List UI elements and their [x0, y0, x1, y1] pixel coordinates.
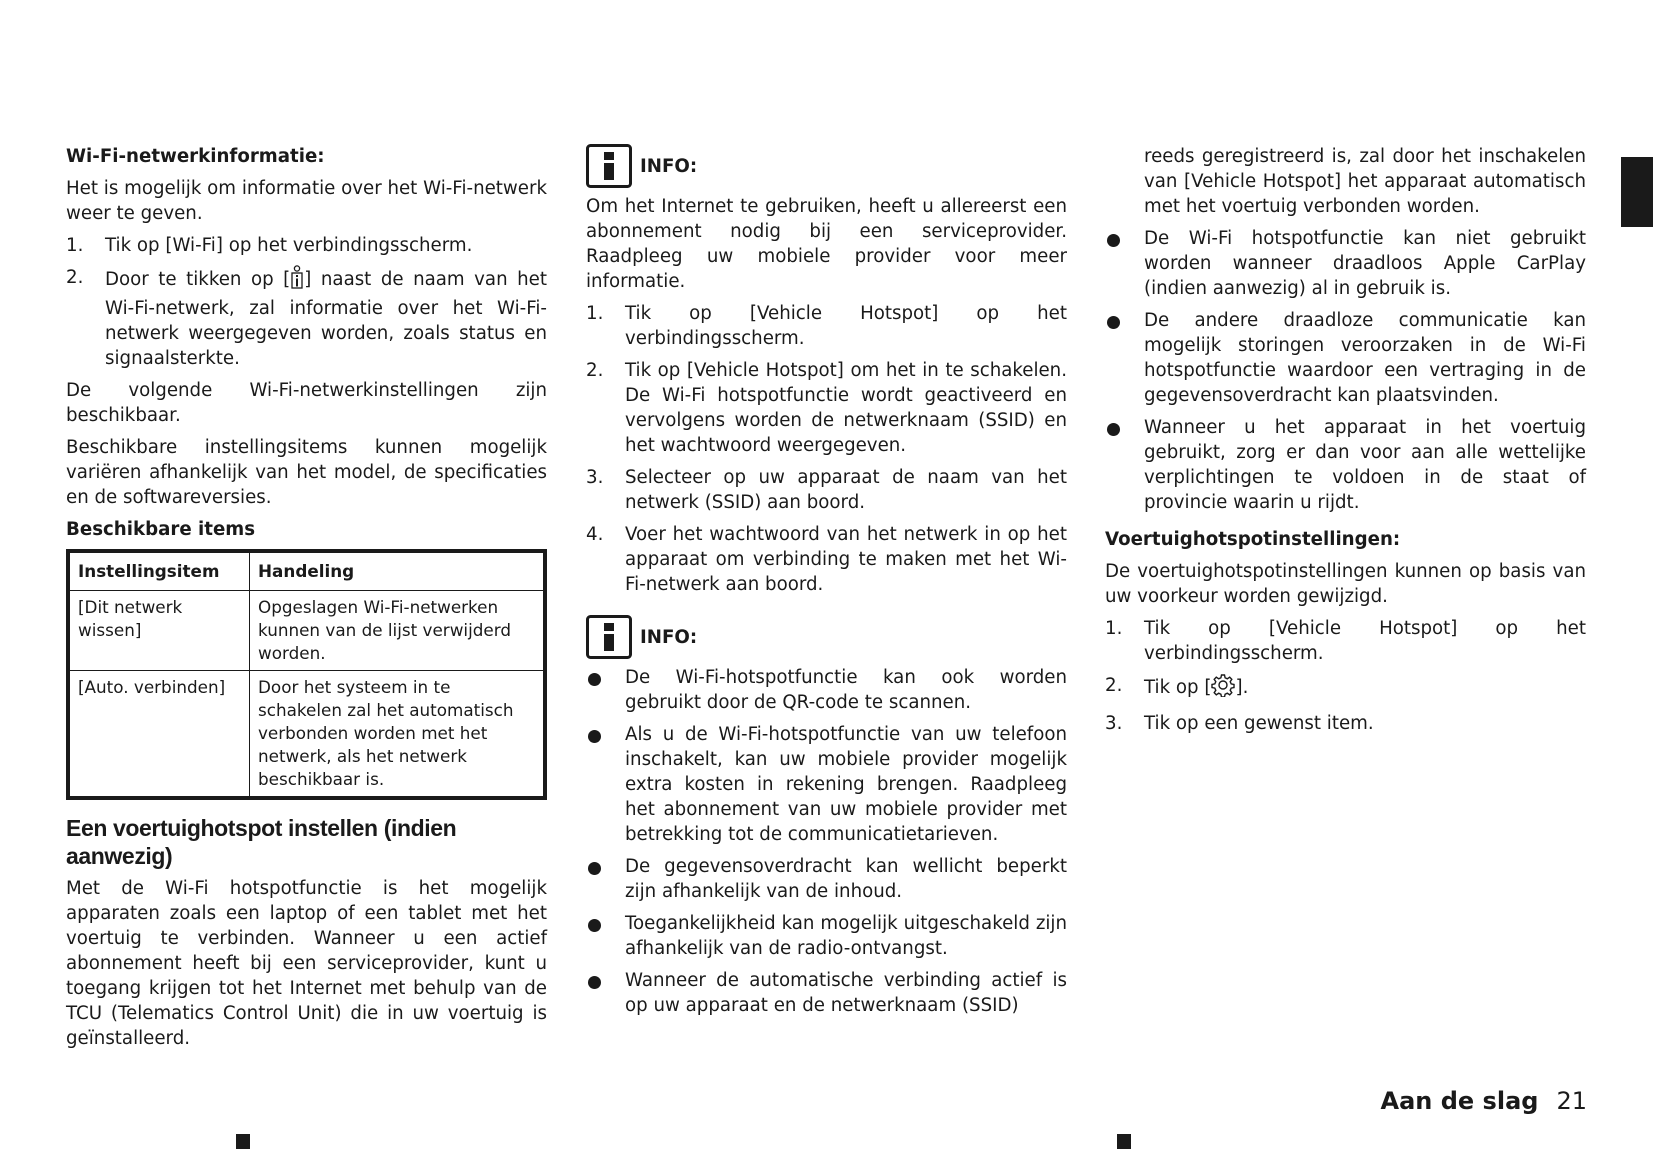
page-footer: [1381, 1086, 1587, 1116]
list-item: [586, 854, 1067, 904]
bullet-text: De gegevensoverdracht kan wellicht beperkt zijn afhankelijk van de inhoud.: [625, 856, 1067, 902]
hotspot-settings-heading: Voertuighotspotinstellingen:: [1105, 529, 1401, 550]
list-item: [586, 911, 1067, 961]
chapter-tab-marker: [1621, 157, 1653, 227]
list-item: [1105, 226, 1586, 301]
step-number: 2.: [586, 360, 604, 381]
info-icon: [586, 615, 632, 659]
bullet-text: Wanneer u het apparaat in het voertuig gebruikt, zorg er dan voor aan alle wettelijke verplichtingen te voldoen in de staat of provincie waarin u rijdt.: [1144, 417, 1586, 513]
table-cell: [Auto. verbinden]: [68, 671, 250, 799]
column-left: [66, 144, 547, 1058]
step-number: 2.: [1105, 675, 1123, 696]
info-label: INFO:: [640, 155, 698, 177]
hotspot-steps: [586, 301, 1067, 597]
bullet-icon: [1107, 234, 1120, 247]
list-item: [66, 233, 547, 258]
hotspot-settings-text: De voertuighotspotinstellingen kunnen op basis van uw voorkeur worden gewijzigd.: [1105, 561, 1586, 607]
info-bullets-continued: [1105, 144, 1586, 515]
page-number: 21: [1556, 1087, 1587, 1115]
list-item: [586, 358, 1067, 458]
bullet-text: Wanneer de automatische verbinding actief is op uw apparaat en de netwerknaam (SSID): [625, 970, 1067, 1016]
step-number: 3.: [586, 467, 604, 488]
table-cell: Opgeslagen Wi-Fi-netwerken kunnen van de lijst verwijderd worden.: [250, 591, 546, 671]
list-item: [586, 968, 1067, 1018]
step-text: Voer het wachtwoord van het netwerk in op het apparaat om verbinding te maken met het Wi-Fi-netwerk aan boord.: [625, 524, 1067, 595]
available-items-heading: Beschikbare items: [66, 519, 256, 540]
bullet-icon: [1107, 423, 1120, 436]
list-item: [586, 465, 1067, 515]
list-item: [1105, 308, 1586, 408]
bullet-text: De andere draadloze communicatie kan mogelijk storingen veroorzaken in de Wi-Fi hotspotfunctie waardoor een vertraging in de gegevensoverdracht kan plaatsvinden.: [1144, 310, 1586, 406]
list-item: [586, 722, 1067, 847]
step-text: Tik op [Wi-Fi] op het verbindingsscherm.: [105, 235, 473, 256]
info-detail-icon: [290, 265, 304, 296]
step-number: 1.: [586, 303, 604, 324]
info-box-header: [586, 144, 1067, 188]
bullet-icon: [588, 976, 601, 989]
step-text-before: Tik op [: [1144, 677, 1212, 698]
list-item: [1105, 616, 1586, 666]
gear-icon: [1211, 673, 1235, 704]
settings-vary-text: Beschikbare instellingsitems kunnen mogelijk variëren afhankelijk van het model, de specificaties en de softwareversies.: [66, 437, 547, 508]
bullet-icon: [588, 730, 601, 743]
step-text-after: ] naast de naam van het Wi-Fi-netwerk, zal informatie over het Wi-Fi-netwerk weergegeven worden, zoals status en signaalsterkte.: [105, 269, 547, 369]
info-label: INFO:: [640, 626, 698, 648]
settings-table: [66, 549, 547, 800]
table-row: [68, 591, 545, 671]
column-middle: [586, 144, 1067, 1025]
step-text-before: Door te tikken op [: [105, 269, 291, 290]
bullet-text: reeds geregistreerd is, zal door het inschakelen van [Vehicle Hotspot] het apparaat automatisch met het voertuig verbonden worden.: [1144, 146, 1586, 217]
step-number: 1.: [1105, 618, 1123, 639]
hotspot-intro-text: Met de Wi-Fi hotspotfunctie is het mogelijk apparaten zoals een laptop of een tablet met het voertuig te verbinden. Wanneer u een actief abonnement heeft bij een serviceprovider, kunt u toegang krijgen tot het Internet met behulp van de TCU (Telematics Control Unit) die in uw voertuig is geïnstalleerd.: [66, 878, 547, 1049]
step-text: Tik op [Vehicle Hotspot] om het in te schakelen. De Wi-Fi hotspotfunctie wordt geactiveerd en vervolgens worden de netwerknaam (SSID) en het wachtwoord weergegeven.: [625, 360, 1067, 456]
list-item: [586, 665, 1067, 715]
bullet-icon: [588, 673, 601, 686]
settings-available-text: De volgende Wi-Fi-netwerkinstellingen zijn beschikbaar.: [66, 380, 547, 426]
crop-mark-left: [236, 1134, 250, 1149]
bullet-icon: [1107, 316, 1120, 329]
list-item: [1105, 673, 1586, 704]
wifi-network-info-intro: Het is mogelijk om informatie over het Wi-Fi-netwerk weer te geven.: [66, 178, 547, 224]
bullet-icon: [588, 862, 601, 875]
step-number: 1.: [66, 235, 84, 256]
list-item: [1105, 711, 1586, 736]
table-cell: [Dit netwerk wissen]: [68, 591, 250, 671]
hotspot-settings-steps: [1105, 616, 1586, 736]
wifi-network-info-heading: Wi-Fi-netwerkinformatie:: [66, 146, 325, 167]
footer-section-title: Aan de slag: [1380, 1087, 1539, 1115]
list-item: [586, 522, 1067, 597]
list-item: [66, 265, 547, 371]
column-right: [1105, 144, 1586, 743]
wifi-info-steps: [66, 233, 547, 371]
step-number: 4.: [586, 524, 604, 545]
crop-mark-right: [1117, 1134, 1131, 1149]
list-item: [1105, 144, 1586, 219]
step-text: Tik op [Vehicle Hotspot] op het verbindingsscherm.: [625, 303, 1067, 349]
bullet-text: Toegankelijkheid kan mogelijk uitgeschakeld zijn afhankelijk van de radio-ontvangst.: [625, 913, 1067, 959]
bullet-text: De Wi-Fi hotspotfunctie kan niet gebruikt worden wanneer draadloos Apple CarPlay (indien aanwezig) al in gebruik is.: [1144, 228, 1586, 299]
info-box-header: [586, 615, 1067, 659]
table-row: [68, 671, 545, 799]
step-text: Tik op een gewenst item.: [1144, 713, 1374, 734]
list-item: [1105, 415, 1586, 515]
list-item: [586, 301, 1067, 351]
bullet-icon: [588, 919, 601, 932]
step-text-after: ].: [1235, 677, 1249, 698]
table-header-action: Handeling: [250, 551, 546, 591]
bullet-text: Als u de Wi-Fi-hotspotfunctie van uw telefoon inschakelt, kan uw mobiele provider mogelijk extra kosten in rekening brengen. Raadpleeg het abonnement van uw mobiele provider met betrekking tot de communicatietarieven.: [625, 724, 1067, 845]
info-bullets: [586, 665, 1067, 1018]
step-number: 2.: [66, 267, 84, 288]
table-header-row: [68, 551, 545, 591]
table-cell: Door het systeem in te schakelen zal het automatisch verbonden worden met het netwerk, als het netwerk beschikbaar is.: [250, 671, 546, 799]
step-text: Tik op [Vehicle Hotspot] op het verbindingsscherm.: [1144, 618, 1586, 664]
bullet-text: De Wi-Fi-hotspotfunctie kan ook worden gebruikt door de QR-code te scannen.: [625, 667, 1067, 713]
step-text: Selecteer op uw apparaat de naam van het netwerk (SSID) aan boord.: [625, 467, 1067, 513]
section-title: Een voertuighotspot instellen (indien aanwezig): [66, 815, 457, 869]
info-icon: [586, 144, 632, 188]
table-header-setting: Instellingsitem: [68, 551, 250, 591]
info-text: Om het Internet te gebruiken, heeft u allereerst een abonnement nodig bij een serviceprovider. Raadpleeg uw mobiele provider voor meer informatie.: [586, 196, 1067, 292]
step-number: 3.: [1105, 713, 1123, 734]
